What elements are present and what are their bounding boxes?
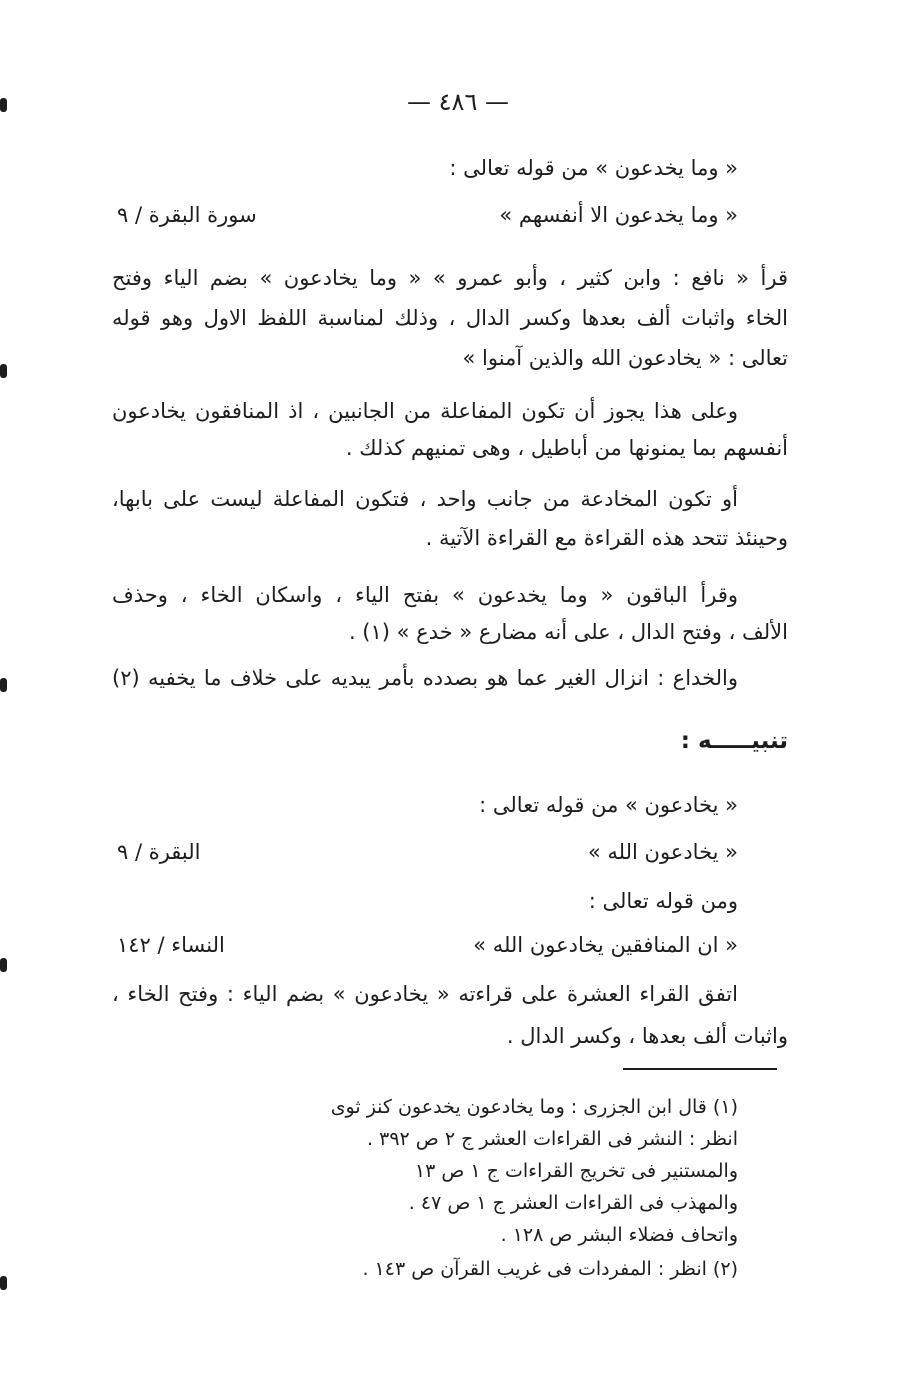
- footnote-separator: [623, 1068, 777, 1070]
- intro-line: ومن قوله تعالى :: [588, 889, 738, 913]
- verse-reference: النساء / ١٤٢: [117, 933, 225, 957]
- footnote-line: (٢) انظر : المفردات فى غريب القرآن ص ١٤٣ .: [362, 1258, 738, 1280]
- scan-margin-mark: [0, 1276, 7, 1290]
- paragraph-line: قرأ « نافع : وابن كثير ، وأبو عمرو » « وما يخادعون » بضم الياء وفتح: [112, 266, 788, 290]
- verse-line: « وما يخدعون الا أنفسهم »: [499, 203, 738, 227]
- verse-line: « ان المنافقين يخادعون الله »: [473, 933, 738, 957]
- intro-line: « يخادعون » من قوله تعالى :: [479, 793, 738, 817]
- paragraph-line: وعلى هذا يجوز أن تكون المفاعلة من الجانبين ، اذ المنافقون يخادعون: [112, 399, 738, 423]
- paragraph-line: وحينئذ تتحد هذه القراءة مع القراءة الآتية .: [425, 526, 788, 550]
- footnote-line: والمهذب فى القراءات العشر ج ١ ص ٤٧ .: [408, 1192, 738, 1214]
- verse-line: « يخادعون الله »: [587, 840, 738, 864]
- verse-reference: سورة البقرة / ٩: [117, 203, 257, 227]
- paragraph-line: الألف ، وفتح الدال ، على أنه مضارع « خدع » (١) .: [348, 620, 788, 644]
- page-number: — ٤٨٦ —: [407, 88, 509, 116]
- verse-reference: البقرة / ٩: [117, 840, 201, 864]
- scan-margin-mark: [0, 98, 7, 112]
- paragraph-line: تعالى : « يخادعون الله والذين آمنوا »: [462, 346, 788, 370]
- paragraph-line: واثبات ألف بعدها ، وكسر الدال .: [506, 1024, 788, 1048]
- scan-margin-mark: [0, 678, 7, 692]
- paragraph-line: وقرأ الباقون « وما يخدعون » بفتح الياء ، واسكان الخاء ، وحذف: [112, 583, 738, 607]
- footnote-line: (١) قال ابن الجزرى : وما يخادعون يخدعون كنز ثوى: [330, 1096, 738, 1118]
- paragraph-line: أنفسهم بما يمنونها من أباطيل ، وهى تمنيهم كذلك .: [345, 436, 788, 460]
- footnote-line: واتحاف فضلاء البشر ص ١٢٨ .: [500, 1224, 738, 1246]
- paragraph-line: الخاء واثبات ألف بعدها وكسر الدال ، وذلك لمناسبة اللفظ الاول وهو قوله: [112, 306, 788, 330]
- paragraph-line: أو تكون المخادعة من جانب واحد ، فتكون المفاعلة ليست على بابها،: [112, 487, 738, 511]
- footnote-line: والمستنير فى تخريج القراءات ج ١ ص ١٣: [414, 1160, 738, 1182]
- intro-line: « وما يخدعون » من قوله تعالى :: [449, 156, 738, 180]
- paragraph-line: والخداع : انزال الغير عما هو بصدده بأمر يبديه على خلاف ما يخفيه (٢): [112, 666, 738, 690]
- scan-margin-mark: [0, 958, 7, 972]
- paragraph-line: اتفق القراء العشرة على قراءته « يخادعون » بضم الياء : وفتح الخاء ،: [112, 982, 738, 1006]
- scan-margin-mark: [0, 364, 7, 378]
- section-heading: تنبيـــــه :: [680, 728, 788, 754]
- footnote-line: انظر : النشر فى القراءات العشر ج ٢ ص ٣٩٢ .: [367, 1128, 738, 1150]
